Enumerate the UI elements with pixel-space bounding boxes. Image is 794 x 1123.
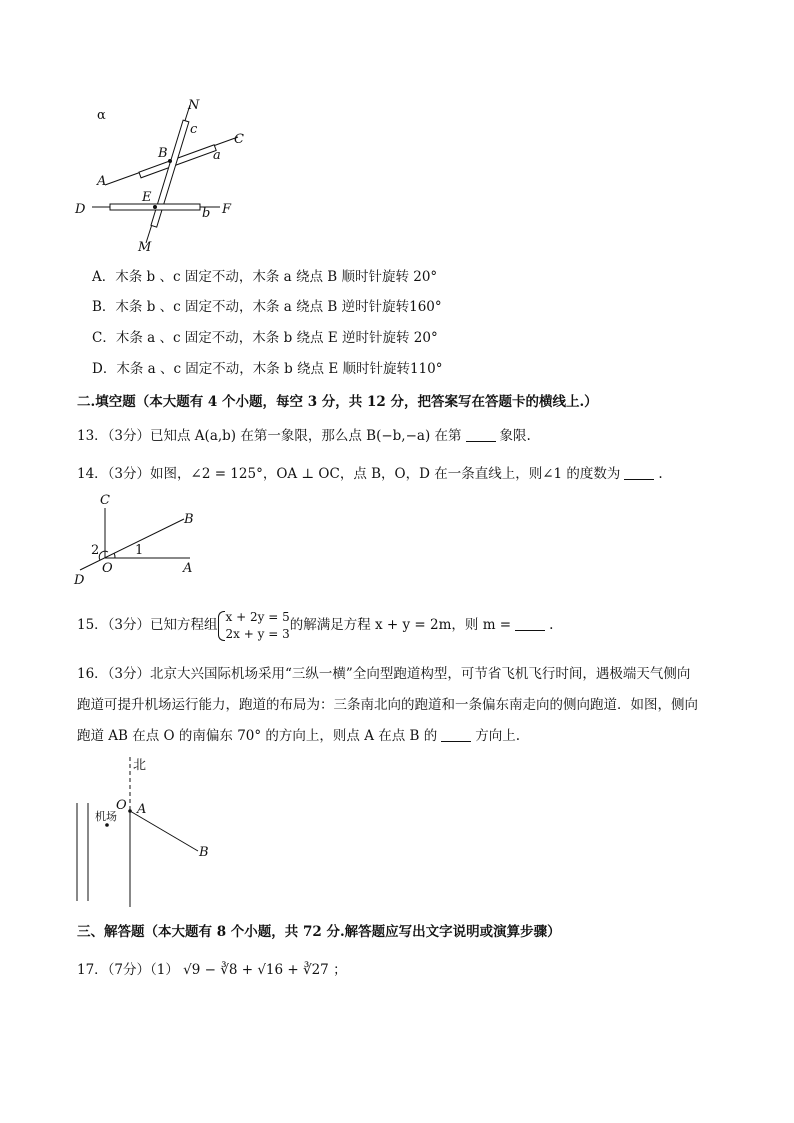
- q13-text-end: 象限.: [499, 428, 531, 444]
- equation-1: x + 2y = 5: [225, 609, 290, 624]
- stick-figure: [70, 95, 270, 255]
- fig3-label-north: 北: [133, 758, 147, 773]
- question-16-line-1: 16．（3分）北京大兴国际机场采用“三纵一横”全向型跑道构型，可节省飞机飞行时间，遇极端天气侧向: [77, 666, 691, 682]
- fig1-label-D: D: [75, 202, 86, 217]
- fig1-label-M: M: [138, 240, 152, 255]
- q15-blank: [515, 617, 545, 631]
- q15-text: 15．（3分）已知方程组: [77, 617, 218, 633]
- q16-text: 跑道 AB 在点 O 的南偏东 70° 的方向上，则点 A 在点 B 的: [77, 728, 438, 744]
- q15-text-end: .: [549, 617, 554, 633]
- fig2-label-A: A: [183, 561, 193, 576]
- question-16-line-2: 跑道可提升机场运行能力，跑道的布局为：三条南北向的跑道和一条偏东南走向的侧向跑道．如图，侧向: [77, 697, 698, 713]
- section-3-heading: 三、解答题（本大题有 8 个小题，共 72 分.解答题应写出文字说明或演算步骤）: [77, 924, 561, 940]
- fig1-label-A: A: [97, 174, 107, 189]
- fig3-label-airport: 机场: [95, 810, 117, 823]
- fig2-label-C: C: [100, 493, 110, 508]
- airport-figure: [70, 755, 220, 915]
- fig2-label-O: O: [102, 561, 113, 576]
- fig2-label-B: B: [184, 512, 194, 527]
- fig3-label-B: B: [199, 845, 209, 860]
- fig2-label-1: 1: [135, 543, 144, 558]
- fig2-label-D: D: [74, 573, 85, 588]
- question-13: [77, 426, 531, 446]
- q16-blank: [441, 728, 471, 742]
- section-2-heading: 二.填空题（本大题有 4 个小题，每空 3 分，共 12 分，把答案写在答题卡的横线上.）: [77, 394, 598, 410]
- question-16-line-3: [77, 726, 520, 746]
- option-d: D．木条 a 、c 固定不动，木条 b 绕点 E 顺时针旋转110°: [92, 361, 443, 377]
- fig3-label-A: A: [137, 802, 147, 817]
- fig1-label-F: F: [222, 202, 232, 217]
- q15-text-mid: 的解满足方程 x + y = 2m，则 m =: [289, 617, 512, 633]
- equation-system: [218, 609, 290, 643]
- option-b: B．木条 b 、c 固定不动，木条 a 绕点 B 逆时针旋转160°: [92, 299, 442, 315]
- fig1-label-C: C: [234, 132, 244, 147]
- q14-blank: [624, 466, 654, 480]
- fig1-label-B: B: [158, 146, 168, 161]
- fig1-label-c: c: [190, 122, 198, 137]
- fig1-label-E: E: [142, 190, 152, 205]
- option-a: A．木条 b 、c 固定不动，木条 a 绕点 B 顺时针旋转 20°: [92, 269, 438, 285]
- fig1-label-b: b: [202, 206, 211, 221]
- fig1-label-a: a: [213, 148, 221, 163]
- q14-text: 14．（3分）如图，∠2 = 125°，OA ⊥ OC，点 B，O，D 在一条直线上，则∠1 的度数为: [77, 466, 621, 482]
- q16-text-end: 方向上.: [475, 728, 521, 744]
- fig3-label-O: O: [116, 798, 127, 813]
- option-c: C．木条 a 、c 固定不动，木条 b 绕点 E 逆时针旋转 20°: [92, 330, 438, 346]
- question-15: [77, 606, 553, 644]
- fig1-label-alpha: α: [97, 108, 106, 123]
- fig1-label-N: N: [188, 98, 200, 113]
- equation-2: 2x + y = 3: [225, 626, 290, 641]
- question-14: [77, 464, 663, 484]
- q14-text-end: .: [658, 466, 663, 482]
- q13-text: 13．（3分）已知点 A(a,b) 在第一象限，那么点 B(−b,−a) 在第: [77, 428, 462, 444]
- fig2-label-2: 2: [91, 543, 100, 558]
- question-17: 17．（7分）（1） √9 − ∛8 + √16 + ∛27 ；: [77, 962, 347, 978]
- q13-blank: [466, 428, 496, 442]
- angle-figure: [72, 492, 212, 588]
